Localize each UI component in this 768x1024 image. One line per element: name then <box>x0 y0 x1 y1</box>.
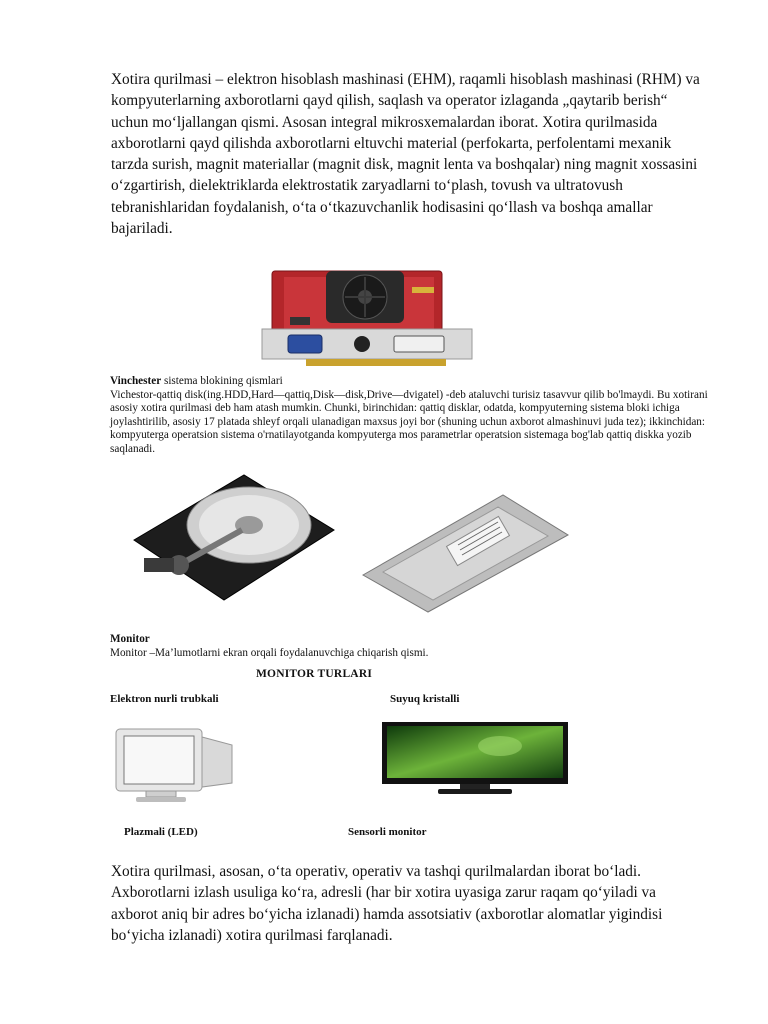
monitor-types-heading: MONITOR TURLARI <box>256 668 372 680</box>
monitor-text: Monitor –Ma’lumotlarni ekran orqali foydalanuvchiga chiqarish qismi. <box>110 646 429 659</box>
label-crt: Elektron nurli trubkali <box>110 693 219 705</box>
hard-disk-closed-icon <box>358 490 573 615</box>
label-touch: Sensorli monitor <box>348 826 427 838</box>
intro-paragraph: Xotira qurilmasi – elektron hisoblash mashinasi (EHM), raqamli hisoblash mashinasi (RHM) va kompyuterlarning axborotlarni qayd qilish, saqlash va operator izlaganda „qaytarib berish“ uchun mo‘ljallangan qismi. Asosan integral mikrosxemalardan iborat. Xotira qurilmasida axborotlarni qayd qilishda axborotlarni eltuvchi material (perfokarta, perfolentami mexanik tarzda surish, magnit materiallar (magnit disk, magnit lenta va boshqalar) ning magnit xossasini o‘zgartirish, dielektriklarda elektrostatik zaryadlarni to‘plash, tovush va ultratovush tebranishlaridan foydalanish, o‘ta o‘tkazuvchanlik hodisasini qo‘llash va boshqa amallar bajariladi. <box>111 71 700 238</box>
embedded-figure <box>108 265 712 855</box>
hard-disk-open-icon <box>124 470 339 605</box>
graphics-card-icon <box>244 267 494 372</box>
vinchester-caption <box>110 375 710 457</box>
label-lcd: Suyuq kristalli <box>390 693 460 705</box>
lcd-monitor-icon <box>380 720 570 798</box>
closing-paragraph: Xotira qurilmasi, asosan, o‘ta operativ, operativ va tashqi qurilmalardan iborat bo‘ladi. Axborotlarni izlash usuliga ko‘ra, adresli (har bir xotira uyasiga zarur raqam qo‘yiladi va axborot aniq bir adres bo‘yicha izlanadi) hamda assotsiativ (axborotlar alomatlar yigindisi bo‘yicha izlanadi) xotira qurilmasi farqlanadi. <box>111 863 663 944</box>
crt-monitor-icon <box>114 727 236 805</box>
vinchester-text: Vichestor-qattiq disk(ing.HDD,Hard—qattiq,Disk—disk,Drive—dvigatel) -deb ataluvchi turisiz tasavvur qilib bo'lmaydi. Bu xotirani asosiy xotira qurilmasi deb ham atash mumkin. Chunki, birinchidan: qattiq disklar, odatda, kompyuterning sistema bloki ichiga joylashtirilib, asosiy 17 platada shleyf orqali ulanadigan maxsus joyi bor (shuning uchun axborot almashinuvi juda tez); ikkinchidan: kompyuterga operatsion sistema o'rnatilayotganda kompyuterga mos parametrlar operatsion sistemaga bog'lab qattiq diskka yozib saqlanadi. <box>110 388 708 455</box>
label-plasma: Plazmali (LED) <box>124 826 198 838</box>
monitor-title: Monitor <box>110 633 150 645</box>
vinchester-title: Vinchester <box>110 375 162 387</box>
vinchester-title-rest: sistema blokining qismlari <box>161 375 283 387</box>
monitor-caption <box>110 633 710 660</box>
